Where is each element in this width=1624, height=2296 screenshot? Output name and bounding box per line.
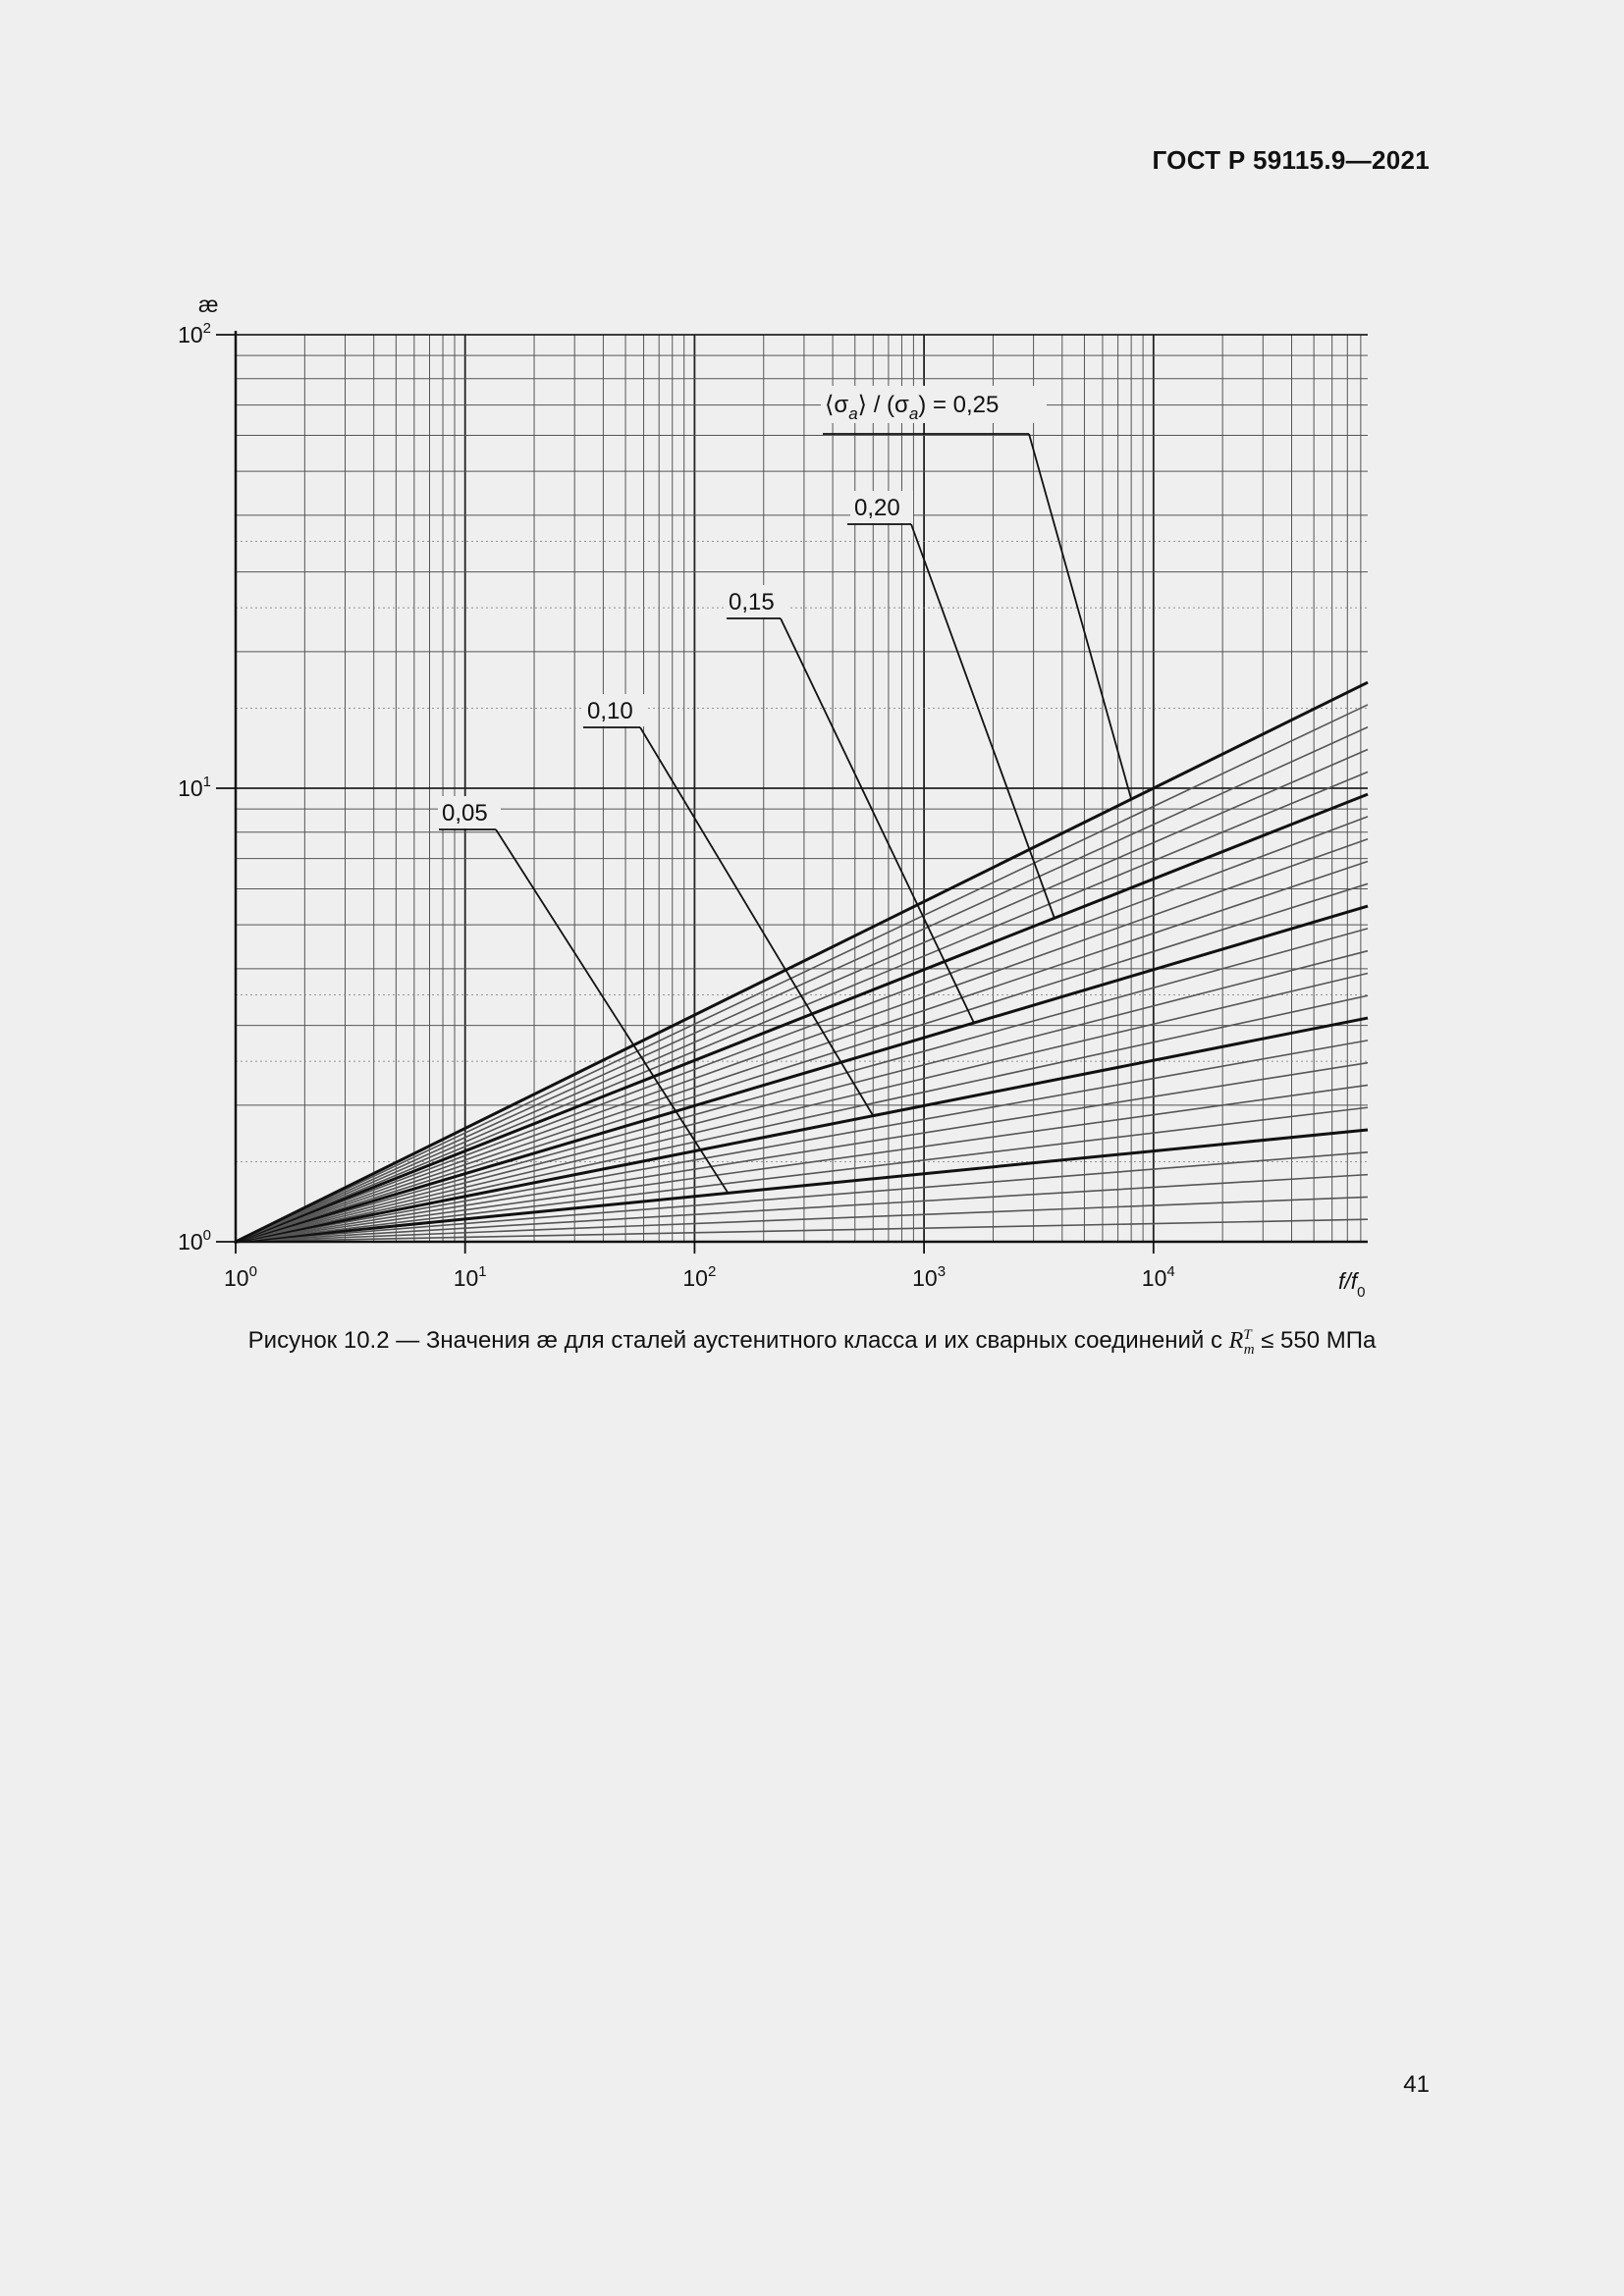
- series-line: [236, 772, 1368, 1242]
- annotation-label: 0,05: [442, 800, 488, 827]
- annotation-label-ratio-025: $⟨\sigma_a⟩ / (\sigma_a) = 0,25$: [825, 392, 1000, 423]
- caption-var-r: R: [1228, 1328, 1244, 1354]
- annotation-leader: [640, 727, 873, 1116]
- x-tick-label: $10^2$: [682, 1263, 717, 1291]
- x-tick-label: $10^1$: [453, 1263, 487, 1291]
- chart-grid: [236, 335, 1368, 1242]
- series-line: [236, 1152, 1368, 1242]
- x-tick-label: $10^4$: [1141, 1263, 1175, 1291]
- figure-caption: [0, 1327, 1624, 1359]
- x-axis-label: $f/f_0$: [1338, 1268, 1366, 1301]
- caption-limit: ≤ 550 МПа: [1254, 1327, 1377, 1354]
- caption-text: Рисунок 10.2 — Значения æ для сталей аустенитного класса и их сварных соединений с: [247, 1327, 1229, 1354]
- series-line: [236, 929, 1368, 1242]
- annotation-label: 0,15: [729, 589, 775, 615]
- x-tick-label: $10^0$: [224, 1263, 257, 1291]
- series-line: [236, 839, 1368, 1242]
- y-axis-label: æ: [198, 292, 219, 317]
- chart-axes: [178, 292, 1365, 1301]
- page-number: 41: [1403, 2071, 1430, 2098]
- series-line: [236, 705, 1368, 1242]
- annotation-label: 0,20: [854, 495, 900, 521]
- series-line-bold: [236, 682, 1368, 1242]
- y-tick-label: $10^0$: [178, 1227, 211, 1255]
- series-line: [236, 973, 1368, 1242]
- series-line: [236, 1041, 1368, 1242]
- caption-var-sup: T: [1243, 1327, 1252, 1343]
- annotation-leader: [496, 829, 729, 1193]
- chart-annotations: [438, 386, 1131, 1193]
- series-line: [236, 817, 1368, 1242]
- y-tick-label: $10^2$: [178, 320, 211, 347]
- series-line-bold: [236, 1130, 1368, 1242]
- series-line: [236, 951, 1368, 1242]
- caption-var-sub: m: [1243, 1341, 1255, 1358]
- series-line: [236, 1197, 1368, 1242]
- annotation-label: 0,10: [587, 698, 633, 724]
- series-line: [236, 995, 1368, 1242]
- series-line: [236, 727, 1368, 1242]
- document-code: ГОСТ Р 59115.9—2021: [1152, 145, 1430, 175]
- series-line: [236, 1085, 1368, 1242]
- caption-variable: [1228, 1327, 1255, 1358]
- series-line-bold: [236, 906, 1368, 1242]
- x-tick-label: $10^3$: [912, 1263, 947, 1291]
- annotation-leader: [1029, 434, 1131, 799]
- series-line: [236, 1219, 1368, 1242]
- series-line: [236, 1063, 1368, 1242]
- annotation-leader: [911, 524, 1055, 918]
- series-line: [236, 883, 1368, 1242]
- chart-curves: [236, 682, 1368, 1242]
- y-tick-label: $10^1$: [178, 774, 211, 801]
